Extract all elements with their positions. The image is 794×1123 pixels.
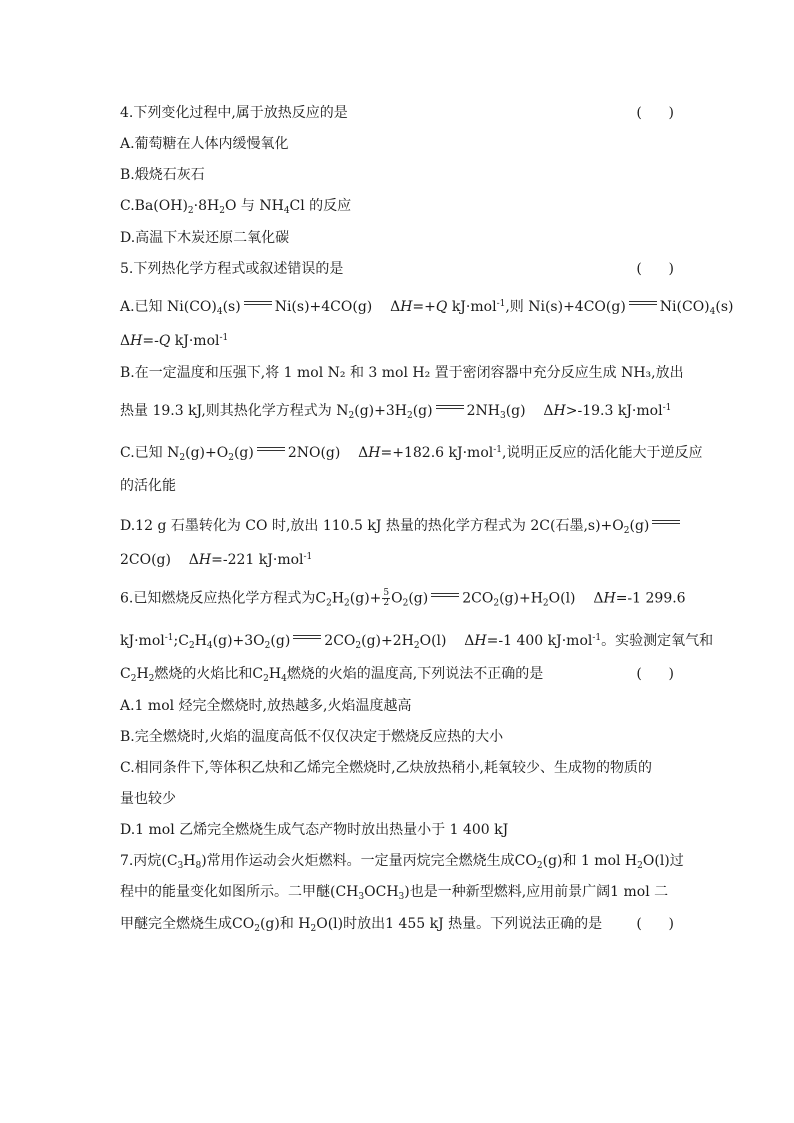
- equilibrium-arrow-icon: [257, 445, 285, 455]
- q4-option-a: A.葡萄糖在人体内缓慢氧化: [120, 136, 289, 152]
- q4-answer-paren[interactable]: ( ): [636, 105, 674, 121]
- q7-answer-paren[interactable]: ( ): [636, 916, 674, 932]
- q6-option-a: A.1 mol 烃完全燃烧时,放热越多,火焰温度越高: [120, 698, 412, 714]
- q7-stem-line1: 7.丙烷$(C_3H_8)$常用作运动会火炬燃料。一定量丙烷完全燃烧生成$CO_2(g)$和 1 mol $H_2O(l)$过: [120, 853, 684, 871]
- equilibrium-arrow-icon: [629, 299, 657, 309]
- double-equals-icon: [293, 633, 321, 643]
- q6-stem-line1: 6.已知燃烧反应热化学方程式为$C_2H_2(g)+$ $\frac{5}{2}$ $O_2(g)$ $2CO_2(g)+H_2O(l)$ ΔH=-1 299.6: [120, 588, 686, 609]
- equilibrium-arrow-icon: [244, 299, 272, 309]
- equilibrium-arrow-icon: [436, 403, 464, 413]
- q6-option-d: D.1 mol 乙烯完全燃烧生成气态产物时放出热量小于 1 400 kJ: [120, 822, 509, 838]
- q6-answer-paren[interactable]: ( ): [636, 666, 674, 682]
- q5-option-a-line2: ΔH=-Q kJ·mol$^{-1}$: [120, 333, 229, 349]
- q5-option-c-line1: C.已知 $N_2(g)+O_2(g)$ 2NO(g) ΔH=+182.6 kJ·mol$^{-1}$,说明正反应的活化能大于逆反应: [120, 445, 703, 463]
- q5-stem: 5.下列热化学方程式或叙述错误的是: [120, 261, 344, 277]
- q4-stem: 4.下列变化过程中,属于放热反应的是: [120, 105, 348, 121]
- q5-option-d-line2: 2CO(g) ΔH=-221 kJ·mol$^{-1}$: [120, 552, 313, 568]
- q4-option-d: D.高温下木炭还原二氧化碳: [120, 230, 290, 246]
- q7-stem-line3: 甲醚完全燃烧生成$CO_2(g)$和 $H_2O(l)$时放出1 455 kJ 热量。下列说法正确的是: [120, 916, 603, 934]
- q5-option-c-line2: 的活化能: [120, 478, 176, 494]
- q6-option-c-line2: 量也较少: [120, 791, 176, 807]
- q4-option-b: B.煅烧石灰石: [120, 167, 205, 183]
- q4-option-c: $C.Ba(OH)_2\cdot 8H_2O$ 与 $NH_4Cl$ 的反应: [120, 198, 352, 216]
- double-equals-icon: [431, 591, 459, 601]
- q6-stem-line2: $kJ\cdot mol^{-1};C_2H_4(g)+3O_2(g)$ $2CO_2(g)+2H_2O(l)$ ΔH=-1 400 kJ·mol$^{-1}$。实验测定氧气和: [120, 633, 714, 651]
- q6-option-c-line1: C.相同条件下,等体积乙炔和乙烯完全燃烧时,乙炔放热稍小,耗氧较少、生成物的物质的: [120, 760, 653, 776]
- fraction-5-2: $\frac{5}{2}$: [383, 588, 390, 608]
- double-equals-icon: [652, 518, 680, 528]
- q5-option-b-line2: 热量 19.3 kJ,则其热化学方程式为 $N_2(g)+3H_2(g)$ $2NH_3(g)$ ΔH>-19.3 kJ·mol$^{-1}$: [120, 403, 672, 421]
- q5-option-a-line1: A.已知 $Ni(CO)_4(s)$ Ni(s)+4CO(g) ΔH=+Q kJ·mol$^{-1}$,则 Ni(s)+4CO(g) $Ni(CO)_4(s)$: [120, 299, 734, 317]
- q6-option-b: B.完全燃烧时,火焰的温度高低不仅仅决定于燃烧反应热的大小: [120, 729, 504, 745]
- q5-option-b-line1: B.在一定温度和压强下,将 1 mol N₂ 和 3 mol H₂ 置于密闭容器中充分反应生成 NH₃,放出: [120, 365, 684, 381]
- q7-stem-line2: 程中的能量变化如图所示。二甲醚$(CH_3OCH_3)$也是一种新型燃料,应用前景广阔1 mol 二: [120, 884, 669, 902]
- q5-option-d-line1: D.12 g 石墨转化为 CO 时,放出 110.5 kJ 热量的热化学方程式为 2C(石墨$,s)+O_2(g)$: [120, 517, 675, 535]
- q5-answer-paren[interactable]: ( ): [636, 261, 674, 277]
- q6-stem-line3: $C_2H_2$燃烧的火焰比和$C_2H_4$燃烧的火焰的温度高,下列说法不正确的是: [120, 666, 544, 684]
